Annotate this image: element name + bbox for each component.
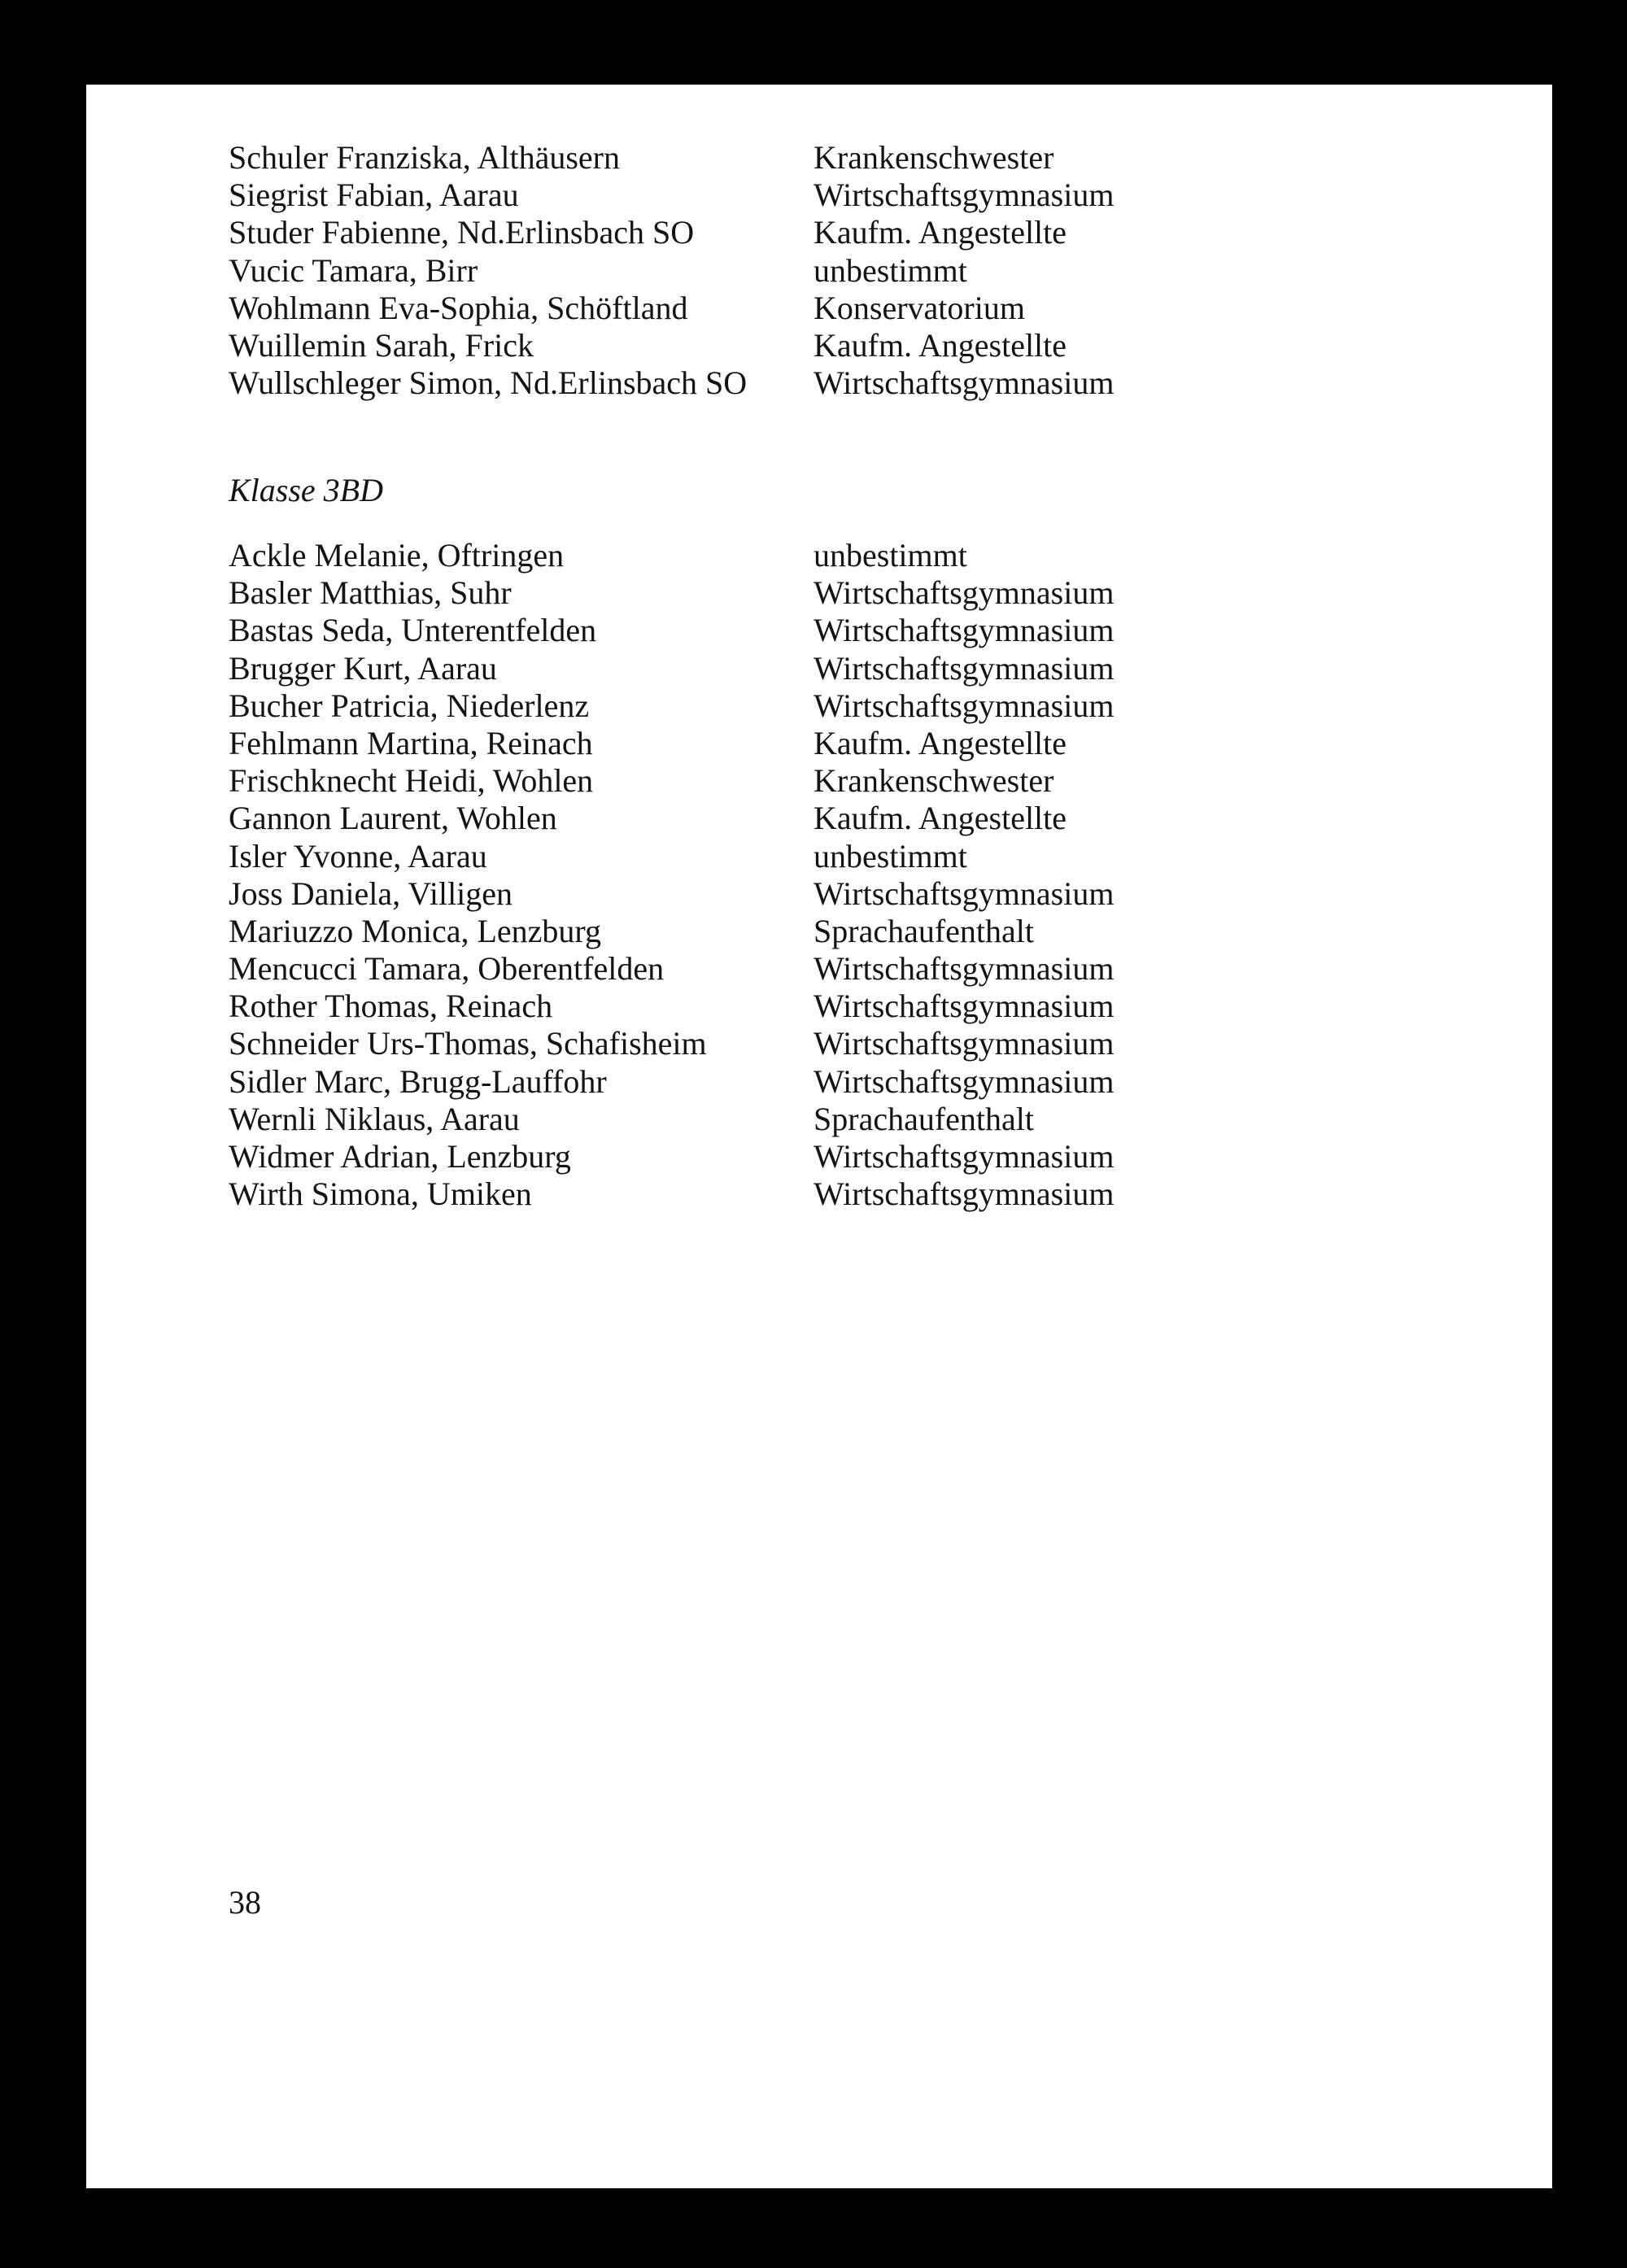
student-destination: unbestimmt xyxy=(814,537,967,574)
student-name: Joss Daniela, Villigen xyxy=(229,874,513,912)
student-destination: unbestimmt xyxy=(814,837,967,874)
student-destination: Sprachaufenthalt xyxy=(814,1100,1034,1137)
student-destination: Krankenschwester xyxy=(814,762,1054,800)
student-name: Schuler Franziska, Althäusern xyxy=(229,139,620,176)
student-destination: Wirtschaftsgymnasium xyxy=(814,574,1114,612)
student-name: Wernli Niklaus, Aarau xyxy=(229,1100,520,1137)
list-item xyxy=(229,875,1286,913)
list-item xyxy=(229,327,1286,364)
list-item xyxy=(229,537,1286,574)
list-item xyxy=(229,139,1286,177)
page-number: 38 xyxy=(229,1884,261,1921)
student-destination: Wirtschaftsgymnasium xyxy=(814,649,1114,687)
student-name: Siegrist Fabian, Aarau xyxy=(229,177,519,214)
student-name: Mencucci Tamara, Oberentfelden xyxy=(229,950,665,988)
list-item xyxy=(229,725,1286,762)
student-name: Wohlmann Eva-Sophia, Schöftland xyxy=(229,289,688,326)
student-destination: Wirtschaftsgymnasium xyxy=(814,687,1114,724)
student-name: Bastas Seda, Unterentfelden xyxy=(229,612,597,649)
student-name: Ackle Melanie, Oftringen xyxy=(229,537,565,574)
student-destination: Wirtschaftsgymnasium xyxy=(814,364,1114,402)
student-destination: Wirtschaftsgymnasium xyxy=(814,612,1114,649)
list-item xyxy=(229,913,1286,950)
student-destination: unbestimmt xyxy=(814,251,967,289)
list-item xyxy=(229,988,1286,1025)
student-destination: Wirtschaftsgymnasium xyxy=(814,1062,1114,1100)
student-destination: Kaufm. Angestellte xyxy=(814,326,1067,364)
student-destination: Wirtschaftsgymnasium xyxy=(814,988,1114,1025)
list-item xyxy=(229,364,1286,402)
list-item xyxy=(229,762,1286,800)
student-name: Wuillemin Sarah, Frick xyxy=(229,326,534,364)
student-name: Wullschleger Simon, Nd.Erlinsbach SO xyxy=(229,364,748,402)
list-item xyxy=(229,838,1286,875)
list-item xyxy=(229,574,1286,612)
student-name: Mariuzzo Monica, Lenzburg xyxy=(229,912,601,949)
student-destination: Kaufm. Angestellte xyxy=(814,214,1067,251)
list-item xyxy=(229,1025,1286,1062)
student-destination: Krankenschwester xyxy=(814,139,1054,176)
list-item xyxy=(229,1063,1286,1101)
list-item xyxy=(229,177,1286,214)
list-item xyxy=(229,612,1286,649)
student-name: Isler Yvonne, Aarau xyxy=(229,837,487,874)
list-item xyxy=(229,252,1286,290)
student-destination: Wirtschaftsgymnasium xyxy=(814,1025,1114,1062)
list-item xyxy=(229,290,1286,327)
student-name: Sidler Marc, Brugg-Lauffohr xyxy=(229,1062,607,1100)
student-destination: Wirtschaftsgymnasium xyxy=(814,950,1114,988)
list-item xyxy=(229,1175,1286,1213)
student-destination: Kaufm. Angestellte xyxy=(814,800,1067,837)
student-destination: Wirtschaftsgymnasium xyxy=(814,1138,1114,1175)
student-name: Gannon Laurent, Wohlen xyxy=(229,800,557,837)
student-name: Rother Thomas, Reinach xyxy=(229,988,553,1025)
list-item xyxy=(229,214,1286,251)
student-name: Basler Matthias, Suhr xyxy=(229,574,512,612)
student-destination: Kaufm. Angestellte xyxy=(814,724,1067,761)
list-item xyxy=(229,800,1286,837)
student-list-class-3bd xyxy=(229,537,1286,1213)
student-name: Widmer Adrian, Lenzburg xyxy=(229,1138,571,1175)
student-name: Bucher Patricia, Niederlenz xyxy=(229,687,590,724)
student-name: Schneider Urs-Thomas, Schafisheim xyxy=(229,1025,707,1062)
student-name: Brugger Kurt, Aarau xyxy=(229,649,497,687)
student-destination: Konservatorium xyxy=(814,289,1025,326)
list-item xyxy=(229,650,1286,687)
list-item xyxy=(229,687,1286,725)
student-name: Fehlmann Martina, Reinach xyxy=(229,724,593,761)
student-destination: Wirtschaftsgymnasium xyxy=(814,1175,1114,1213)
list-item xyxy=(229,950,1286,988)
student-name: Studer Fabienne, Nd.Erlinsbach SO xyxy=(229,214,695,251)
list-item xyxy=(229,1138,1286,1175)
list-item xyxy=(229,1101,1286,1138)
class-heading: Klasse 3BD xyxy=(229,472,383,508)
student-destination: Sprachaufenthalt xyxy=(814,912,1034,949)
student-destination: Wirtschaftsgymnasium xyxy=(814,874,1114,912)
student-name: Wirth Simona, Umiken xyxy=(229,1175,532,1213)
student-destination: Wirtschaftsgymnasium xyxy=(814,177,1114,214)
student-list-continued xyxy=(229,139,1286,402)
student-name: Frischknecht Heidi, Wohlen xyxy=(229,762,594,800)
student-name: Vucic Tamara, Birr xyxy=(229,251,478,289)
